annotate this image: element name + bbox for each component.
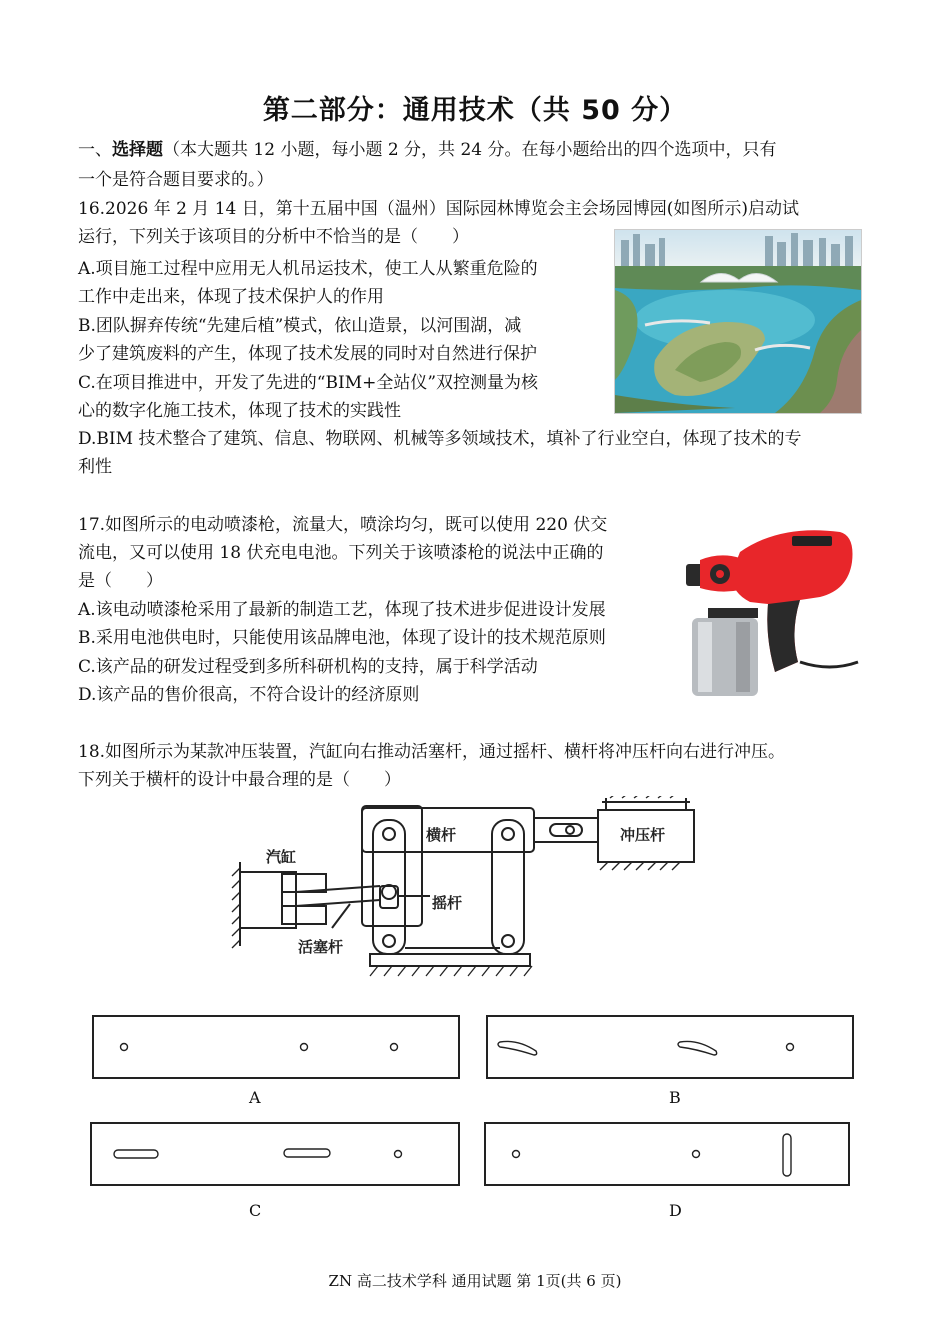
q16-option-b-line2: 少了建筑废料的产生，体现了技术发展的同时对自然进行保护 xyxy=(78,344,537,364)
section-instructions-2: 一个是符合题目要求的。） xyxy=(78,170,274,190)
q17-stem-line2: 流电，又可以使用 18 伏充电电池。下列关于该喷漆枪的说法中正确的 xyxy=(78,543,604,563)
section-heading: 选择题 xyxy=(112,140,163,160)
page-footer: ZN 高二技术学科 通用试题 第 1页(共 6 页) xyxy=(328,1272,622,1290)
q17-option-c: C.该产品的研发过程受到多所科研机构的支持，属于科学活动 xyxy=(78,657,538,677)
label-crossbar: 横杆 xyxy=(426,827,457,844)
q16-option-a-line2: 工作中走出来，体现了技术保护人的作用 xyxy=(78,287,384,307)
q16-stem-line2: 运行，下列关于该项目的分析中不恰当的是（ ） xyxy=(78,227,469,247)
q18-option-c-diagram xyxy=(90,1122,460,1186)
label-piston-rod: 活塞杆 xyxy=(298,939,344,956)
label-cylinder: 汽缸 xyxy=(266,849,297,866)
q18-option-b-label: B xyxy=(669,1088,681,1107)
spray-gun-photo xyxy=(680,512,860,702)
section-prefix: 一、 xyxy=(78,140,112,160)
q17-option-d: D.该产品的售价很高，不符合设计的经济原则 xyxy=(78,685,420,705)
q18-option-a-label: A xyxy=(249,1088,261,1107)
q17-stem-line1: 17.如图所示的电动喷漆枪，流量大，喷涂均匀，既可以使用 220 伏交 xyxy=(78,515,608,535)
q17-option-b: B.采用电池供电时，只能使用该品牌电池，体现了设计的技术规范原则 xyxy=(78,628,606,648)
q18-option-b-diagram xyxy=(486,1015,854,1079)
q18-option-d-diagram xyxy=(484,1122,850,1186)
q16-option-a-line1: A.项目施工过程中应用无人机吊运技术，使工人从繁重危险的 xyxy=(78,259,538,279)
q18-option-a-diagram xyxy=(92,1015,460,1079)
page-title: 第二部分：通用技术（共 50 分） xyxy=(262,95,688,126)
q18-option-c-label: C xyxy=(249,1201,262,1220)
section-header xyxy=(78,136,777,164)
q16-option-d-line1: D.BIM 技术整合了建筑、信息、物联网、机械等多领域技术，填补了行业空白，体现了技术的专 xyxy=(78,429,802,449)
q16-option-b-line1: B.团队摒弃传统“先建后植”模式，依山造景，以河围湖，减 xyxy=(78,316,522,336)
expo-park-photo xyxy=(614,229,862,414)
q16-option-d-line2: 利性 xyxy=(78,457,112,477)
q17-option-a: A.该电动喷漆枪采用了最新的制造工艺，体现了技术进步促进设计发展 xyxy=(78,600,606,620)
punch-mechanism-diagram xyxy=(230,796,710,984)
q16-option-c-line1: C.在项目推进中，开发了先进的“BIM+全站仪”双控测量为核 xyxy=(78,373,539,393)
label-rocker: 摇杆 xyxy=(432,895,463,912)
q17-stem-line3: 是（ ） xyxy=(78,571,163,591)
label-punch-rod: 冲压杆 xyxy=(620,827,666,844)
q16-stem-line1: 16.2026 年 2 月 14 日，第十五届中国（温州）国际园林博览会主会场园博园(如图所示)启动试 xyxy=(78,199,800,219)
q18-option-d-label: D xyxy=(669,1201,682,1220)
q18-stem-line1: 18.如图所示为某款冲压装置，汽缸向右推动活塞杆，通过摇杆、横杆将冲压杆向右进行冲压。 xyxy=(78,742,786,762)
q16-option-c-line2: 心的数字化施工技术，体现了技术的实践性 xyxy=(78,401,401,421)
section-instructions-1: （本大题共 12 小题，每小题 2 分，共 24 分。在每小题给出的四个选项中，只有 xyxy=(163,140,777,160)
q18-stem-line2: 下列关于横杆的设计中最合理的是（ ） xyxy=(78,770,401,790)
